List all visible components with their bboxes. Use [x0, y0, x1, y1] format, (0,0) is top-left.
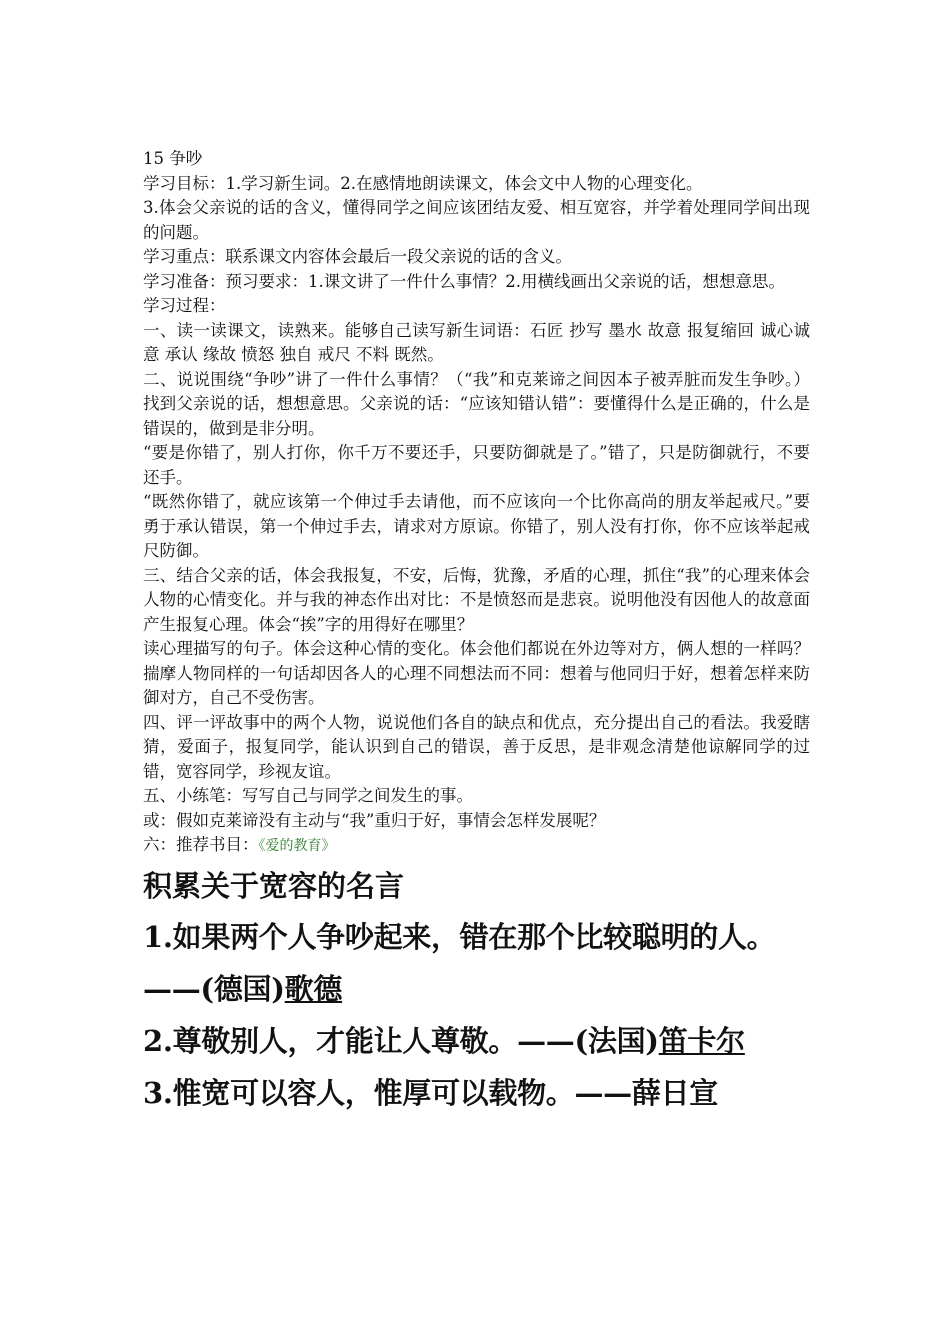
step-2-father-quote-1: “要是你错了，别人打你，你千万不要还手，只要防御就是了。”错了，只是防御就行，不要还手。: [143, 443, 810, 487]
quote-2-text: 2.尊敬别人，才能让人尊敬。——(法国): [143, 1023, 659, 1058]
key-point: 学习重点：联系课文内容体会最后一段父亲说的话的含义。: [143, 247, 572, 266]
quote-1-text: 1.如果两个人争吵起来，错在那个比较聪明的人。——(德国): [143, 919, 776, 1006]
lesson-title: 15 争吵: [143, 149, 203, 168]
step-1: 一、读一读课文，读熟来。能够自己读写新生词语：石匠 抄写 墨水 故意 报复缩回 诚心诚意 承认 缘故 愤怒 独自 戒尺 不料 既然。: [143, 320, 810, 364]
quote-1-author[interactable]: 歌德: [284, 971, 343, 1006]
step-3-continued: 读心理描写的句子。体会这种心情的变化。体会他们都说在外边等对方，俩人想的一样吗？揣摩人物同样的一句话却因各人的心理不同想法而不同：想着与他同归于好，想着怎样来防御对方，自己不受伤害。: [143, 639, 810, 707]
quotes-section: [143, 861, 810, 1119]
recommended-book-link[interactable]: 《爱的教育》: [258, 838, 336, 854]
quote-1: [143, 911, 810, 1015]
quote-3: 3.惟宽可以容人，惟厚可以载物。——薛日宣: [143, 1075, 718, 1110]
step-5-alternative: 或：假如克莱谛没有主动与“我”重归于好，事情会怎样发展呢？: [143, 810, 606, 830]
quote-2-author[interactable]: 笛卡尔: [658, 1023, 745, 1058]
quote-2: [143, 1015, 810, 1067]
step-2-father-quote-2: “既然你错了，就应该第一个伸过手去请他，而不应该向一个比你高尚的朋友举起戒尺。”要勇于承认错误，第一个伸过手去，请求对方原谅。你错了，别人没有打你，你不应该举起戒尺防御。: [143, 492, 810, 560]
step-2: 二、说说围绕“争吵”讲了一件什么事情？（“我”和克莱谛之间因本子被弄脏而发生争吵。）找到父亲说的话，想想意思。父亲说的话：“应该知错认错”：要懂得什么是正确的，什么是错误的，做到是非分明。: [143, 369, 810, 438]
recommended-books-label: 六：推荐书目：: [143, 835, 259, 854]
learning-goals-continued: 3.体会父亲说的话的含义，懂得同学之间应该团结友爱、相互宽容，并学着处理同学间出现的问题。: [143, 198, 810, 242]
process-label: 学习过程：: [143, 296, 226, 315]
quotes-heading: 积累关于宽容的名言: [143, 868, 405, 903]
step-5: 五、小练笔：写写自己与同学之间发生的事。: [143, 786, 473, 805]
step-6: [143, 833, 810, 859]
learning-goals: 学习目标：1.学习新生词。2.在感情地朗读课文，体会文中人物的心理变化。: [143, 173, 703, 193]
step-4: 四、评一评故事中的两个人物，说说他们各自的缺点和优点，充分提出自己的看法。我爱瞎猜，爱面子，报复同学，能认识到自己的错误，善于反思，是非观念清楚他谅解同学的过错，宽容同学，珍视友谊。: [143, 712, 810, 781]
step-3: 三、结合父亲的话，体会我报复，不安，后悔，犹豫，矛盾的心理，抓住“我”的心理来体会人物的心情变化。并与我的神态作出对比：不是愤怒而是悲哀。说明他没有因他人的故意面产生报复心理。体会“挨”字的用得好在哪里？: [143, 565, 810, 634]
document-page: [143, 147, 810, 1119]
lesson-plan: [143, 147, 810, 859]
preparation: 学习准备：预习要求：1.课文讲了一件什么事情？2.用横线画出父亲说的话，想想意思。: [143, 271, 785, 291]
